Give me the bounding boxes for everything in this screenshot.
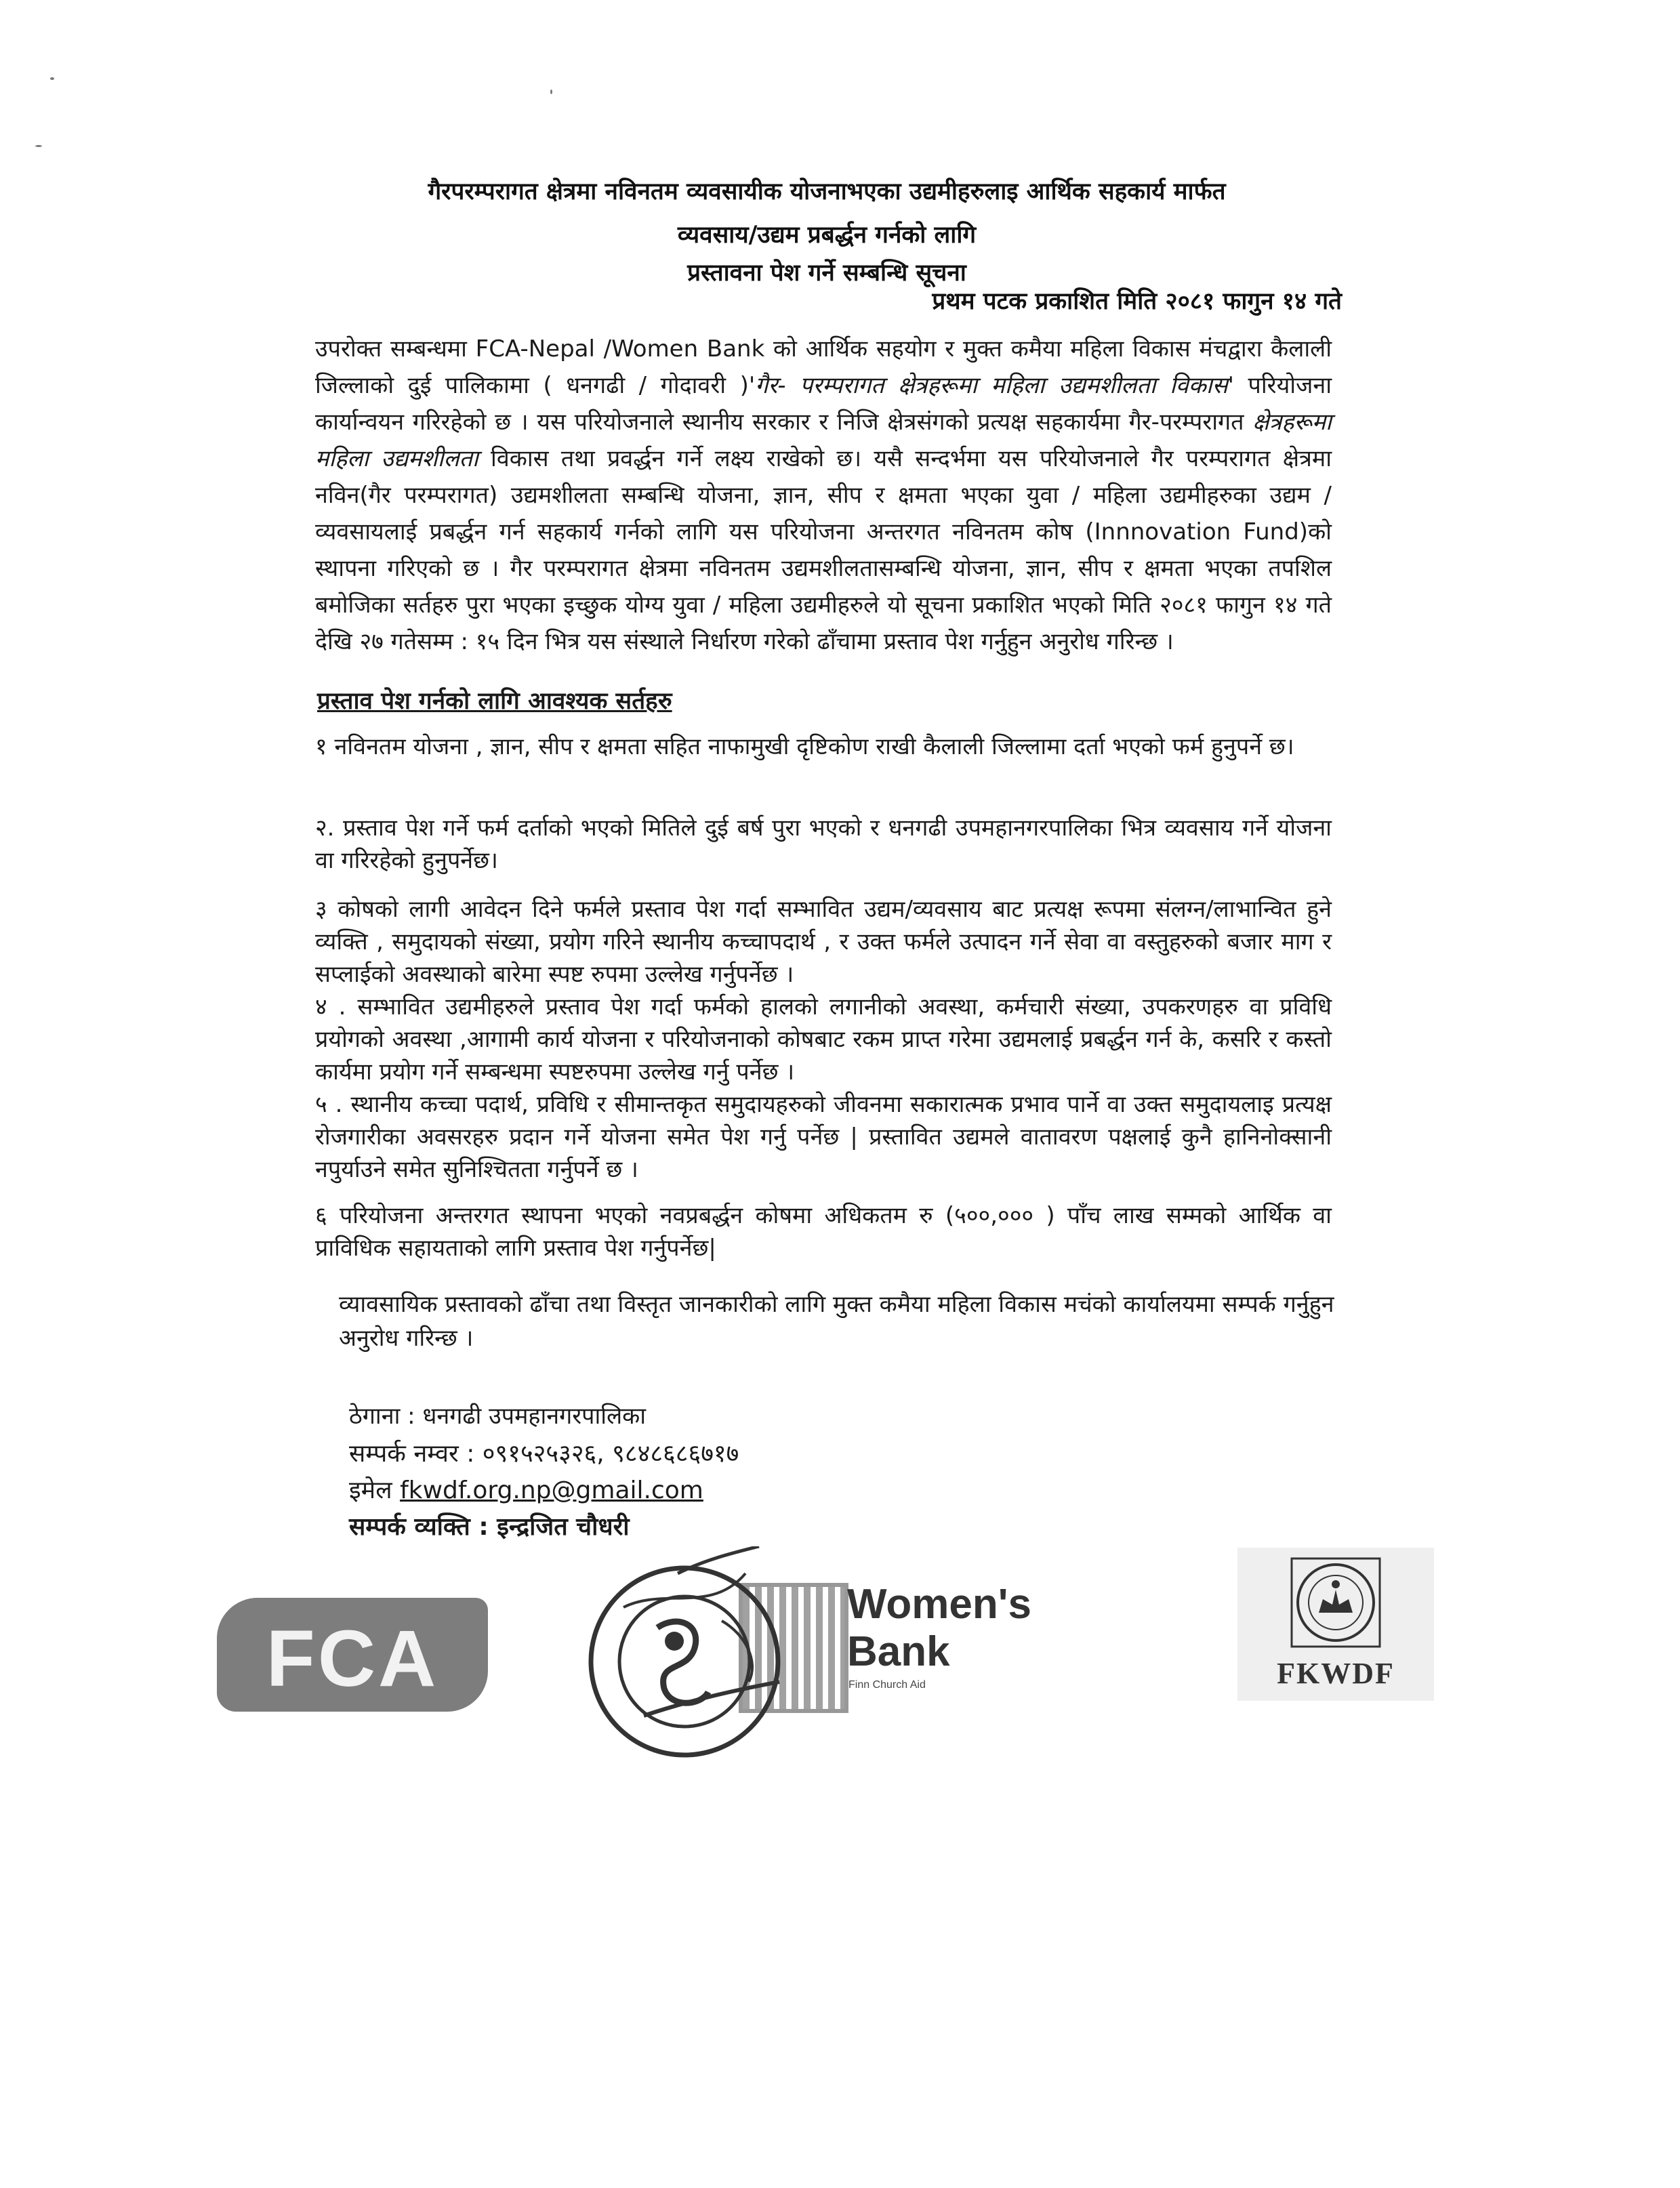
scan-speck — [550, 89, 552, 94]
womens-bank-logo-sub: Finn Church Aid — [848, 1679, 926, 1691]
scan-speck — [35, 145, 42, 147]
published-date: प्रथम पटक प्रकाशित मिति २०८१ फागुन १४ गते — [932, 288, 1342, 315]
condition-item: ६ परियोजना अन्तरगत स्थापना भएको नवप्रबर्द्धन कोषमा अधिकतम रु (५००,००० ) पाँच लाख सम्मको आर्थिक वा प्राविधिक सहायताको लागि प्रस्ताव पेश गर्नुपर्नेछ| — [315, 1202, 1332, 1262]
intro-italic-sectors: क्षेत्रहरूमा महिला उद्यमशीलता — [315, 409, 1332, 472]
conditions-heading: प्रस्ताव पेश गर्नको लागि आवश्यक सर्तहरु — [317, 688, 672, 715]
intro-italic-project: 'गैर- परम्परागत क्षेत्रहरूमा महिला उद्यमशीलता विकास' — [748, 372, 1235, 399]
fkwdf-emblem-icon — [1290, 1557, 1381, 1648]
fca-logo-text: FCA — [266, 1614, 439, 1704]
email-label: इमेल — [349, 1477, 401, 1504]
intro-text: उपरोक्त सम्बन्धमा FCA-Nepal /Women Bank को आर्थिक सहयोग र मुक्त कमैया महिला विकास मंचद्वारा कैलाली जिल्लाको दुई पालिकामा ( धनगढी / गोदावरी ) — [315, 335, 1332, 399]
address-line — [349, 1401, 646, 1431]
fkwdf-logo-text: FKWDF — [1277, 1657, 1395, 1690]
phone-label: सम्पर्क नम्वर : — [349, 1440, 483, 1468]
contact-person-label: सम्पर्क व्यक्ति : — [349, 1513, 497, 1541]
email-line — [349, 1476, 703, 1506]
intro-paragraph — [315, 331, 1332, 660]
phone-line — [349, 1439, 739, 1469]
closing-paragraph: व्यावसायिक प्रस्तावको ढाँचा तथा विस्तृत जानकारीको लागि मुक्त कमैया महिला विकास मचंको कार्यालयमा सम्पर्क गर्नुहुन अनुरोध गरिन्छ । — [339, 1291, 1334, 1352]
notice-title-line-1: गैरपरम्परागत क्षेत्रमा नविनतम व्यवसायीक योजनाभएका उद्यमीहरुलाइ आर्थिक सहकार्य मार्फत — [428, 178, 1226, 205]
notice-title-line-3: प्रस्तावना पेश गर्ने सम्बन्धि सूचना — [687, 260, 966, 287]
condition-item: ४ . सम्भावित उद्यमीहरुले प्रस्ताव पेश गर्दा फर्मको हालको लगानीको अवस्था, कर्मचारी संख्या, उपकरणहरु वा प्रविधि प्रयोगको अवस्था ,आगामी कार्य योजना र परियोजनाको कोषबाट रकम प्राप्त गरेमा उद्यमलाई प्रबर्द्धन गर्न के, कसरि र कस्तो कार्यमा प्रयोग गर्ने सम्बन्धमा स्पष्टरुपमा उल्लेख गर्नु पर्नेछ । — [315, 993, 1332, 1086]
email-link[interactable]: fkwdf.org.np@gmail.com — [400, 1477, 703, 1504]
contact-person-value: इन्द्रजित चौधरी — [497, 1513, 630, 1541]
notice-title-line-2: व्यवसाय/उद्यम प्रबर्द्धन गर्नको लागि — [677, 222, 977, 249]
organization-stamp-icon — [576, 1546, 793, 1763]
scan-speck — [50, 77, 54, 80]
intro-text: परियोजना कार्यान्वयन गरिरहेको छ । यस परियोजनाले स्थानीय सरकार र निजि क्षेत्रसंगको प्रत्यक्ष सहकार्यमा गैर-परम्परागत — [315, 372, 1332, 436]
condition-item: ५ . स्थानीय कच्चा पदार्थ, प्रविधि र सीमान्तकृत समुदायहरुको जीवनमा सकारात्मक प्रभाव पार्ने वा उक्त समुदायलाइ प्रत्यक्ष रोजगारीका अवसरहरु प्रदान गर्ने योजना समेत पेश गर्नु पर्नेछ | प्रस्तावित उद्यमले वातावरण पक्षलाई कुनै हानिनोक्सानी नपुर्याउने समेत सुनिश्चितता गर्नुपर्ने छ । — [315, 1091, 1332, 1183]
fca-logo — [217, 1598, 488, 1712]
intro-text: विकास तथा प्रवर्द्धन गर्ने लक्ष्य राखेको छ। यसै सन्दर्भमा यस परियोजनाले गैर परम्परागत क्षेत्रमा नविन(गैर परम्परागत) उद्यमशीलता सम्बन्धि योजना, ज्ञान, सीप र क्षमता भएका युवा / महिला उद्यमीहरुका उद्यम /व्यवसायलाई प्रबर्द्धन गर्न सहकार्य गर्नको लागि यस परियोजना अन्तरगत नविनतम कोष (Innnovation Fund)को स्थापना गरिएको छ । गैर परम्परागत क्षेत्रमा नविनतम उद्यमशीलतासम्बन्धि योजना, ज्ञान, सीप र क्षमता भएका तपशिल बमोजिका सर्तहरु पुरा भएका इच्छुक योग्य युवा / महिला उद्यमीहरुले यो सूचना प्रकाशित भएको मिति २०८१ फागुन १४ गते देखि २७ गतेसम्म : १५ दिन भित्र यस संस्थाले निर्धारण गरेको ढाँचामा प्रस्ताव पेश गर्नुहुन अनुरोध गरिन्छ । — [315, 445, 1332, 655]
condition-item: १ नविनतम योजना , ज्ञान, सीप र क्षमता सहित नाफामुखी दृष्टिकोण राखी कैलाली जिल्लामा दर्ता भएको फर्म हुनुपर्ने छ। — [315, 733, 1294, 760]
fkwdf-logo — [1237, 1548, 1434, 1701]
address-label: ठेगाना : — [349, 1403, 423, 1430]
contact-person-line — [349, 1512, 630, 1542]
womens-bank-logo-line1: Women's — [847, 1581, 1031, 1628]
womens-bank-logo-line2: Bank — [847, 1628, 950, 1675]
phone-value: ०९१५२५३२६, ९८४८६८६७१७ — [482, 1440, 739, 1468]
condition-item: २. प्रस्ताव पेश गर्ने फर्म दर्ताको भएको मितिले दुई बर्ष पुरा भएको र धनगढी उपमहानगरपालिका भित्र व्यवसाय गर्ने योजना वा गरिरहेको हुनुपर्नेछ। — [315, 814, 1332, 874]
address-value: धनगढी उपमहानगरपालिका — [422, 1403, 647, 1430]
condition-item: ३ कोषको लागी आवेदन दिने फर्मले प्रस्ताव पेश गर्दा सम्भावित उद्यम/व्यवसाय बाट प्रत्यक्ष रूपमा संलग्न/लाभान्वित हुने व्यक्ति , समुदायको संख्या, प्रयोग गरिने स्थानीय कच्चापदार्थ , र उक्त फर्मले उत्पादन गर्ने सेवा वा वस्तुहरुको बजार माग र सप्लाईको अवस्थाको बारेमा स्पष्ट रुपमा उल्लेख गर्नुपर्नेछ । — [315, 896, 1332, 988]
